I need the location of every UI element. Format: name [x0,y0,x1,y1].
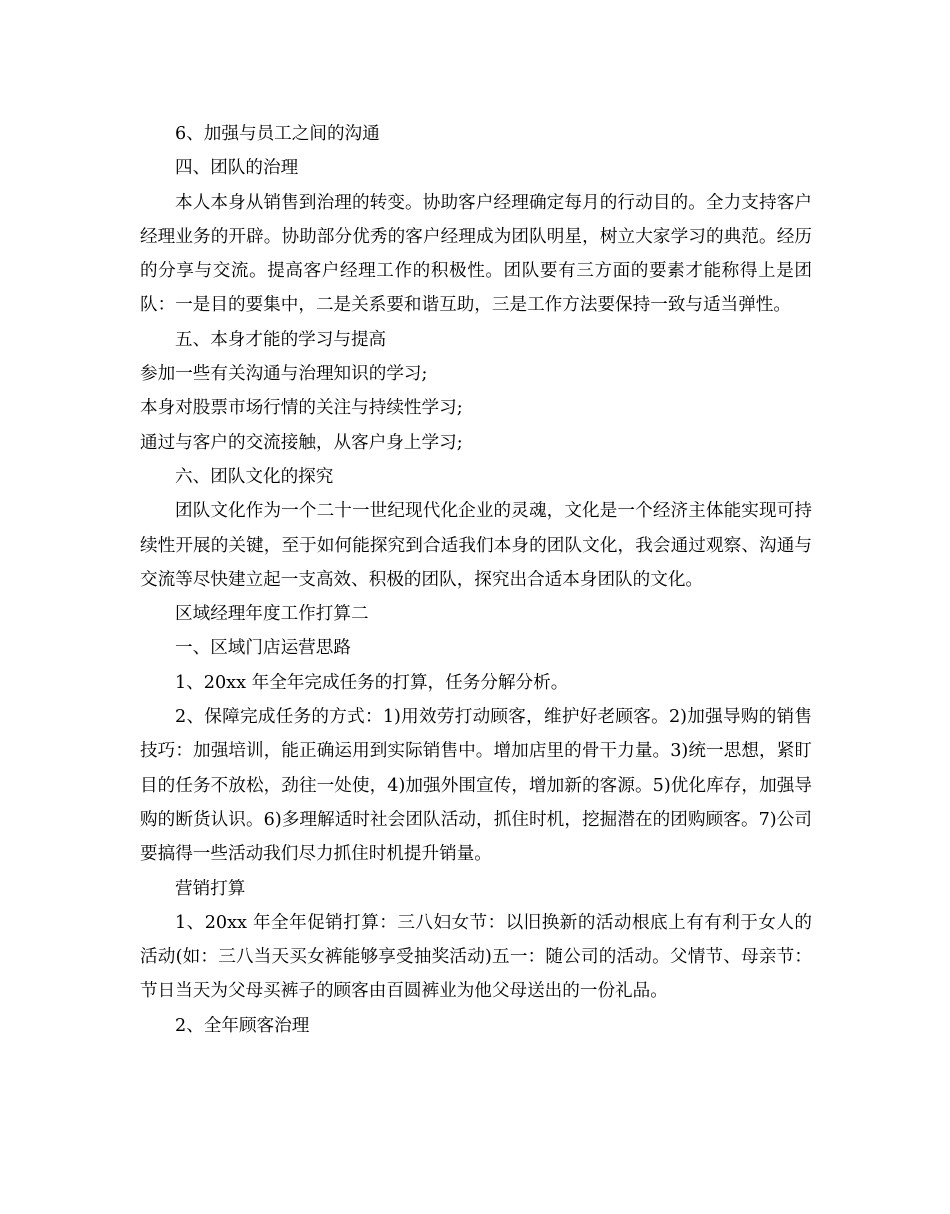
list-item-stock-market-learning: 本身对股票市场行情的关注与持续性学习; [140,398,463,419]
section-heading-self-learning: 五、本身才能的学习与提高 [175,329,387,350]
document-subtitle-plan-two: 区域经理年度工作打算二 [175,604,369,625]
list-item-customer-management: 2、全年顾客治理 [175,1015,310,1036]
section-heading-marketing-plan: 营销打算 [175,878,246,899]
paragraph-promotion-plan: 1、20xx 年全年促销打算：三八妇女节：以旧换新的活动根底上有有利于女人的活动(如：三八当天买女裤能够享受抽奖活动)五一：随公司的活动。父情节、母亲节：节日当天为父母买裤子的顾客由百圆裤业为他父母送出的一份礼品。 [140,912,812,1002]
section-heading-store-operations: 一、区域门店运营思路 [175,638,351,659]
list-item-annual-task-plan: 1、20xx 年全年完成任务的打算，任务分解分析。 [175,672,569,693]
paragraph-task-completion-methods: 2、保障完成任务的方式：1)用效劳打动顾客，维护好老顾客。2)加强导购的销售技巧：加强培训，能正确运用到实际销售中。增加店里的骨干力量。3)统一思想，紧盯目的任务不放松，劲往一处使，4)加强外围宣传，增加新的客源。5)优化库存，加强导购的断货认识。6)多理解适时社会团队活动，抓住时机，挖掘潜在的团购顾客。7)公司要搞得一些活动我们尽力抓住时机提升销量。 [140,707,812,865]
section-heading-team-culture: 六、团队文化的探究 [175,466,334,487]
list-item-communication-learning: 参加一些有关沟通与治理知识的学习; [140,364,428,385]
section-heading-team-management: 四、团队的治理 [175,158,299,179]
paragraph-team-culture: 团队文化作为一个二十一世纪现代化企业的灵魂，文化是一个经济主体能实现可持续性开展的关键，至于如何能探究到合适我们本身的团队文化，我会通过观察、沟通与交流等尽快建立起一支高效、积极的团队，探究出合适本身团队的文化。 [140,501,812,590]
paragraph-team-management: 本人本身从销售到治理的转变。协助客户经理确定每月的行动目的。全力支持客户经理业务的开辟。协助部分优秀的客户经理成为团队明星，树立大家学习的典范。经历的分享与交流。提高客户经理工作的积极性。团队要有三方面的要素才能称得上是团队：一是目的要集中，二是关系要和谐互助，三是工作方法要保持一致与适当弹性。 [140,192,812,316]
document-body [140,117,812,1043]
list-item-customer-learning: 通过与客户的交流接触，从客户身上学习; [140,432,463,453]
list-item-strengthen-communication: 6、加强与员工之间的沟通 [175,124,380,144]
